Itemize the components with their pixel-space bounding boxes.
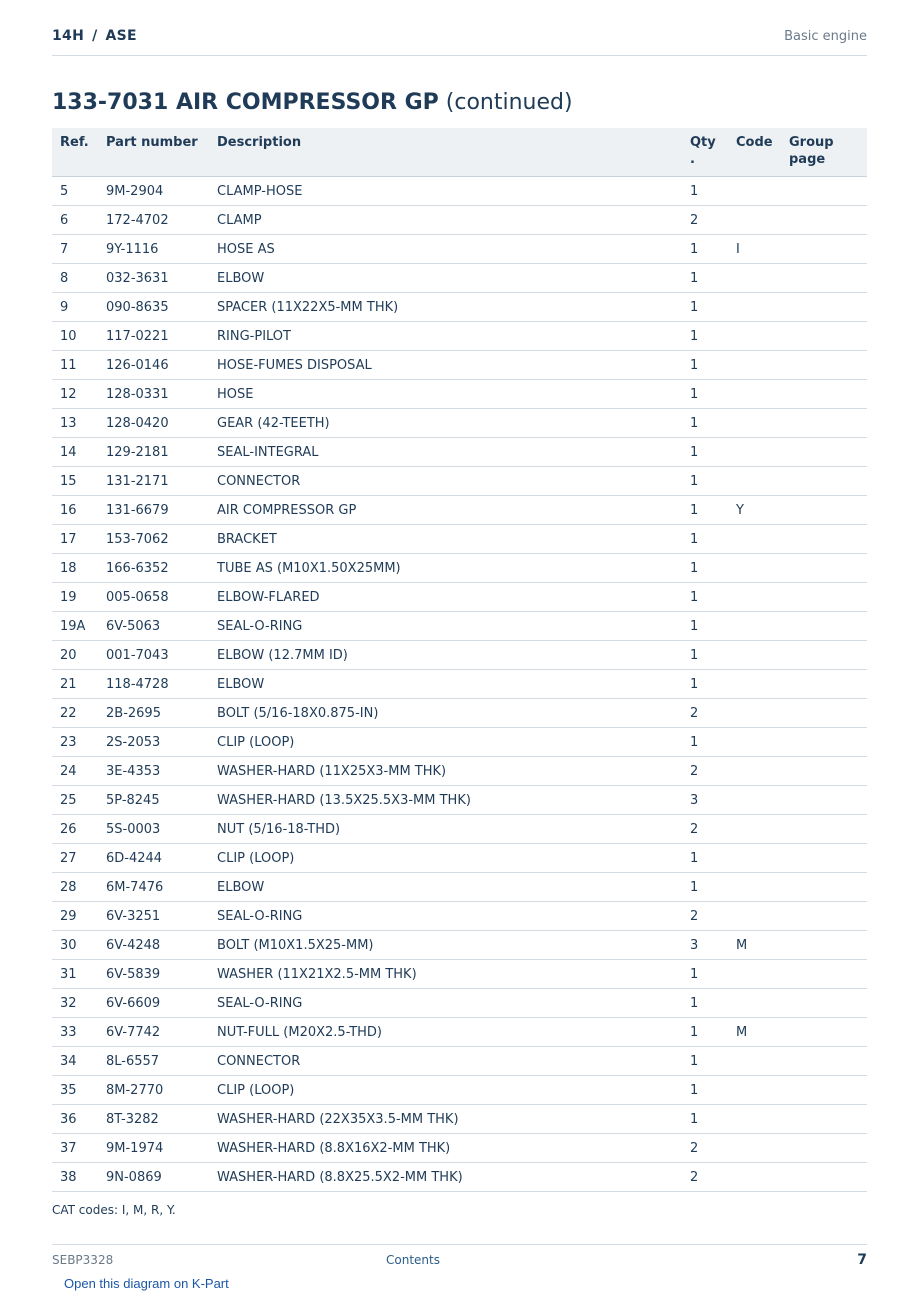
cell-qty: 1 — [682, 554, 728, 583]
table-row — [52, 438, 867, 467]
page-footer — [52, 1252, 867, 1272]
table-row — [52, 960, 867, 989]
cell-description: HOSE-FUMES DISPOSAL — [209, 351, 682, 380]
cell-description: BOLT (M10X1.5X25-MM) — [209, 931, 682, 960]
table-row — [52, 757, 867, 786]
cell-description: CLIP (LOOP) — [209, 844, 682, 873]
cell-ref: 23 — [52, 728, 98, 757]
cell-group-page — [781, 1047, 867, 1076]
cell-ref: 16 — [52, 496, 98, 525]
cell-qty: 1 — [682, 1018, 728, 1047]
cell-group-page — [781, 670, 867, 699]
cell-code — [728, 757, 781, 786]
cell-ref: 29 — [52, 902, 98, 931]
cell-code — [728, 815, 781, 844]
cell-qty: 1 — [682, 844, 728, 873]
cell-part-number: 001-7043 — [98, 641, 209, 670]
column-header-code: Code — [728, 128, 781, 177]
cell-qty: 2 — [682, 815, 728, 844]
cell-code — [728, 351, 781, 380]
cell-description: SEAL-O-RING — [209, 902, 682, 931]
cell-part-number: 128-0420 — [98, 409, 209, 438]
cell-part-number: 6V-5839 — [98, 960, 209, 989]
cell-description: SEAL-O-RING — [209, 612, 682, 641]
cell-code — [728, 641, 781, 670]
cell-description: HOSE — [209, 380, 682, 409]
cell-ref: 34 — [52, 1047, 98, 1076]
cell-qty: 3 — [682, 931, 728, 960]
cell-description: ELBOW — [209, 264, 682, 293]
document-id: SEBP3328 — [52, 1253, 114, 1267]
cell-qty: 1 — [682, 409, 728, 438]
cell-group-page — [781, 293, 867, 322]
cell-ref: 11 — [52, 351, 98, 380]
cell-description: WASHER-HARD (22X35X3.5-MM THK) — [209, 1105, 682, 1134]
page-title — [52, 90, 573, 115]
cell-part-number: 166-6352 — [98, 554, 209, 583]
cell-part-number: 131-6679 — [98, 496, 209, 525]
cell-group-page — [781, 641, 867, 670]
cell-description: ELBOW — [209, 873, 682, 902]
cell-group-page — [781, 960, 867, 989]
cell-group-page — [781, 351, 867, 380]
cell-ref: 33 — [52, 1018, 98, 1047]
cell-description: NUT (5/16-18-THD) — [209, 815, 682, 844]
cell-qty: 1 — [682, 1076, 728, 1105]
section-title: Basic engine — [784, 28, 867, 44]
cell-qty: 2 — [682, 1163, 728, 1192]
cell-description: SPACER (11X22X5-MM THK) — [209, 293, 682, 322]
cell-description: RING-PILOT — [209, 322, 682, 351]
table-row — [52, 1105, 867, 1134]
cell-part-number: 129-2181 — [98, 438, 209, 467]
cell-qty: 1 — [682, 583, 728, 612]
table-row — [52, 641, 867, 670]
cell-description: SEAL-O-RING — [209, 989, 682, 1018]
cell-ref: 38 — [52, 1163, 98, 1192]
cell-part-number: 131-2171 — [98, 467, 209, 496]
table-row — [52, 177, 867, 206]
page-number: 7 — [857, 1252, 867, 1268]
cell-code — [728, 1163, 781, 1192]
cell-description: TUBE AS (M10X1.50X25MM) — [209, 554, 682, 583]
cell-qty: 1 — [682, 438, 728, 467]
cell-part-number: 118-4728 — [98, 670, 209, 699]
cell-group-page — [781, 1105, 867, 1134]
cell-group-page — [781, 583, 867, 612]
cell-ref: 17 — [52, 525, 98, 554]
open-diagram-link[interactable]: Open this diagram on K-Part — [64, 1276, 229, 1291]
footer-divider — [52, 1244, 867, 1245]
cell-part-number: 5P-8245 — [98, 786, 209, 815]
parts-table — [52, 128, 867, 1192]
cell-ref: 12 — [52, 380, 98, 409]
cell-group-page — [781, 554, 867, 583]
breadcrumb — [52, 28, 137, 44]
cell-description: AIR COMPRESSOR GP — [209, 496, 682, 525]
cell-ref: 27 — [52, 844, 98, 873]
cell-ref: 19A — [52, 612, 98, 641]
cell-part-number: 6V-6609 — [98, 989, 209, 1018]
cell-qty: 2 — [682, 699, 728, 728]
cell-group-page — [781, 612, 867, 641]
cell-group-page — [781, 177, 867, 206]
cell-code — [728, 177, 781, 206]
cell-group-page — [781, 438, 867, 467]
cell-part-number: 2B-2695 — [98, 699, 209, 728]
cell-qty: 1 — [682, 1047, 728, 1076]
breadcrumb-prefix: ASE — [105, 28, 137, 44]
cell-qty: 1 — [682, 525, 728, 554]
cell-qty: 1 — [682, 467, 728, 496]
cell-group-page — [781, 815, 867, 844]
cell-group-page — [781, 699, 867, 728]
contents-link[interactable]: Contents — [386, 1253, 440, 1267]
cell-description: BOLT (5/16-18X0.875-IN) — [209, 699, 682, 728]
cell-part-number: 090-8635 — [98, 293, 209, 322]
cell-qty: 1 — [682, 612, 728, 641]
cell-code — [728, 699, 781, 728]
cell-part-number: 8L-6557 — [98, 1047, 209, 1076]
table-row — [52, 293, 867, 322]
cell-part-number: 6V-4248 — [98, 931, 209, 960]
cell-part-number: 3E-4353 — [98, 757, 209, 786]
cell-ref: 21 — [52, 670, 98, 699]
cell-part-number: 9M-1974 — [98, 1134, 209, 1163]
cell-ref: 15 — [52, 467, 98, 496]
cell-qty: 1 — [682, 1105, 728, 1134]
cell-part-number: 5S-0003 — [98, 815, 209, 844]
column-header-group-line2: page — [789, 152, 826, 167]
cell-code — [728, 438, 781, 467]
table-row — [52, 351, 867, 380]
cell-description: NUT-FULL (M20X2.5-THD) — [209, 1018, 682, 1047]
table-row — [52, 873, 867, 902]
cell-group-page — [781, 844, 867, 873]
cell-code — [728, 902, 781, 931]
parts-table-body — [52, 177, 867, 1192]
cell-qty: 1 — [682, 264, 728, 293]
cell-code — [728, 293, 781, 322]
cell-group-page — [781, 235, 867, 264]
cell-code: M — [728, 1018, 781, 1047]
cell-ref: 10 — [52, 322, 98, 351]
cell-description: SEAL-INTEGRAL — [209, 438, 682, 467]
cell-part-number: 8T-3282 — [98, 1105, 209, 1134]
cell-code — [728, 612, 781, 641]
cell-group-page — [781, 467, 867, 496]
cell-description: CLIP (LOOP) — [209, 1076, 682, 1105]
table-row — [52, 699, 867, 728]
cell-qty: 1 — [682, 177, 728, 206]
cell-description: CLIP (LOOP) — [209, 728, 682, 757]
column-header-part-number: Part number — [98, 128, 209, 177]
cell-ref: 19 — [52, 583, 98, 612]
cell-code — [728, 583, 781, 612]
cell-qty: 1 — [682, 960, 728, 989]
header-divider — [52, 55, 867, 56]
cell-ref: 26 — [52, 815, 98, 844]
cell-group-page — [781, 728, 867, 757]
breadcrumb-model: 14H — [52, 28, 85, 44]
cell-qty: 1 — [682, 293, 728, 322]
cell-code — [728, 1134, 781, 1163]
column-header-qty-line2: . — [690, 152, 695, 167]
cell-description: WASHER-HARD (11X25X3-MM THK) — [209, 757, 682, 786]
table-row — [52, 235, 867, 264]
cell-ref: 18 — [52, 554, 98, 583]
table-row — [52, 815, 867, 844]
title-part-group: 133-7031 AIR COMPRESSOR GP — [52, 90, 439, 115]
cell-part-number: 6V-5063 — [98, 612, 209, 641]
cell-group-page — [781, 380, 867, 409]
cell-code — [728, 554, 781, 583]
column-header-description: Description — [209, 128, 682, 177]
cell-code — [728, 467, 781, 496]
cell-ref: 36 — [52, 1105, 98, 1134]
cell-description: CONNECTOR — [209, 1047, 682, 1076]
cell-part-number: 6V-3251 — [98, 902, 209, 931]
cell-group-page — [781, 1134, 867, 1163]
cell-qty: 1 — [682, 873, 728, 902]
cell-group-page — [781, 873, 867, 902]
table-row — [52, 583, 867, 612]
cell-part-number: 153-7062 — [98, 525, 209, 554]
cell-ref: 13 — [52, 409, 98, 438]
cell-ref: 6 — [52, 206, 98, 235]
cell-ref: 25 — [52, 786, 98, 815]
cell-qty: 1 — [682, 670, 728, 699]
table-row — [52, 1018, 867, 1047]
table-row — [52, 525, 867, 554]
cell-group-page — [781, 757, 867, 786]
page-header — [52, 28, 867, 44]
cell-code — [728, 1105, 781, 1134]
title-suffix: (continued) — [445, 90, 573, 115]
cell-code — [728, 873, 781, 902]
cell-code — [728, 1076, 781, 1105]
table-row — [52, 264, 867, 293]
table-row — [52, 728, 867, 757]
table-row — [52, 496, 867, 525]
cell-ref: 24 — [52, 757, 98, 786]
cell-ref: 20 — [52, 641, 98, 670]
cell-code — [728, 264, 781, 293]
cell-qty: 1 — [682, 380, 728, 409]
cell-code — [728, 525, 781, 554]
cell-group-page — [781, 989, 867, 1018]
table-row — [52, 1047, 867, 1076]
table-row — [52, 1163, 867, 1192]
cell-ref: 32 — [52, 989, 98, 1018]
cell-part-number: 2S-2053 — [98, 728, 209, 757]
cell-qty: 2 — [682, 1134, 728, 1163]
cell-description: CONNECTOR — [209, 467, 682, 496]
cell-ref: 22 — [52, 699, 98, 728]
cell-qty: 1 — [682, 641, 728, 670]
cell-group-page — [781, 1018, 867, 1047]
cell-group-page — [781, 1163, 867, 1192]
table-row — [52, 931, 867, 960]
column-header-ref: Ref. — [52, 128, 98, 177]
cell-group-page — [781, 206, 867, 235]
table-row — [52, 554, 867, 583]
cell-description: HOSE AS — [209, 235, 682, 264]
table-row — [52, 670, 867, 699]
column-header-qty-line1: Qty — [690, 135, 716, 150]
cell-part-number: 172-4702 — [98, 206, 209, 235]
cell-part-number: 6M-7476 — [98, 873, 209, 902]
cell-ref: 9 — [52, 293, 98, 322]
cell-qty: 1 — [682, 989, 728, 1018]
cell-part-number: 126-0146 — [98, 351, 209, 380]
cell-description: ELBOW (12.7MM ID) — [209, 641, 682, 670]
column-header-qty — [682, 128, 728, 177]
table-row — [52, 612, 867, 641]
column-header-group-page — [781, 128, 867, 177]
cell-group-page — [781, 264, 867, 293]
cell-code — [728, 322, 781, 351]
cell-qty: 1 — [682, 728, 728, 757]
cat-codes-note: CAT codes: I, M, R, Y. — [52, 1203, 176, 1217]
cell-ref: 14 — [52, 438, 98, 467]
cell-ref: 8 — [52, 264, 98, 293]
cell-code — [728, 960, 781, 989]
cell-description: WASHER-HARD (8.8X16X2-MM THK) — [209, 1134, 682, 1163]
table-row — [52, 409, 867, 438]
cell-code — [728, 206, 781, 235]
table-row — [52, 902, 867, 931]
cell-part-number: 128-0331 — [98, 380, 209, 409]
cell-description: ELBOW — [209, 670, 682, 699]
cell-group-page — [781, 322, 867, 351]
cell-group-page — [781, 902, 867, 931]
breadcrumb-separator: / — [92, 28, 98, 44]
cell-qty: 2 — [682, 206, 728, 235]
cell-code: Y — [728, 496, 781, 525]
cell-qty: 3 — [682, 786, 728, 815]
cell-ref: 7 — [52, 235, 98, 264]
cell-group-page — [781, 525, 867, 554]
table-row — [52, 786, 867, 815]
cell-ref: 30 — [52, 931, 98, 960]
table-header-row — [52, 128, 867, 177]
cell-description: ELBOW-FLARED — [209, 583, 682, 612]
cell-code — [728, 989, 781, 1018]
column-header-group-line1: Group — [789, 135, 834, 150]
cell-ref: 5 — [52, 177, 98, 206]
table-row — [52, 844, 867, 873]
cell-description: CLAMP — [209, 206, 682, 235]
cell-description: CLAMP-HOSE — [209, 177, 682, 206]
cell-part-number: 9M-2904 — [98, 177, 209, 206]
cell-group-page — [781, 786, 867, 815]
cell-qty: 2 — [682, 757, 728, 786]
cell-part-number: 117-0221 — [98, 322, 209, 351]
table-row — [52, 206, 867, 235]
cell-description: GEAR (42-TEETH) — [209, 409, 682, 438]
cell-ref: 28 — [52, 873, 98, 902]
table-row — [52, 467, 867, 496]
cell-group-page — [781, 1076, 867, 1105]
cell-part-number: 6D-4244 — [98, 844, 209, 873]
table-row — [52, 322, 867, 351]
cell-qty: 2 — [682, 902, 728, 931]
cell-group-page — [781, 409, 867, 438]
cell-code — [728, 786, 781, 815]
cell-part-number: 005-0658 — [98, 583, 209, 612]
cell-description: WASHER-HARD (13.5X25.5X3-MM THK) — [209, 786, 682, 815]
cell-part-number: 8M-2770 — [98, 1076, 209, 1105]
table-row — [52, 989, 867, 1018]
cell-part-number: 032-3631 — [98, 264, 209, 293]
cell-part-number: 9N-0869 — [98, 1163, 209, 1192]
cell-group-page — [781, 496, 867, 525]
cell-part-number: 9Y-1116 — [98, 235, 209, 264]
cell-qty: 1 — [682, 235, 728, 264]
table-row — [52, 380, 867, 409]
cell-description: WASHER (11X21X2.5-MM THK) — [209, 960, 682, 989]
cell-code — [728, 1047, 781, 1076]
cell-code — [728, 728, 781, 757]
cell-description: BRACKET — [209, 525, 682, 554]
cell-ref: 37 — [52, 1134, 98, 1163]
cell-qty: 1 — [682, 322, 728, 351]
cell-code — [728, 670, 781, 699]
table-row — [52, 1076, 867, 1105]
cell-description: WASHER-HARD (8.8X25.5X2-MM THK) — [209, 1163, 682, 1192]
cell-code — [728, 844, 781, 873]
cell-code — [728, 409, 781, 438]
cell-code: M — [728, 931, 781, 960]
cell-group-page — [781, 931, 867, 960]
cell-code: I — [728, 235, 781, 264]
cell-code — [728, 380, 781, 409]
cell-ref: 31 — [52, 960, 98, 989]
table-row — [52, 1134, 867, 1163]
cell-part-number: 6V-7742 — [98, 1018, 209, 1047]
cell-qty: 1 — [682, 351, 728, 380]
cell-ref: 35 — [52, 1076, 98, 1105]
cell-qty: 1 — [682, 496, 728, 525]
